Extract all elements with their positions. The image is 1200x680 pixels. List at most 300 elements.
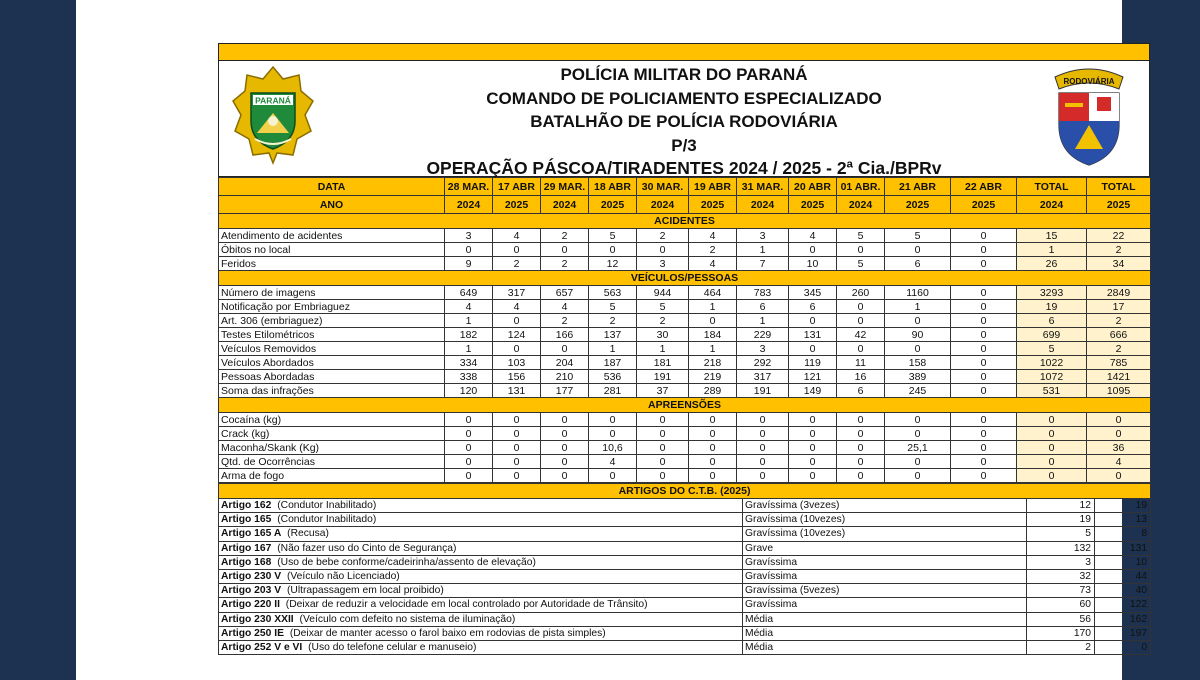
table-row <box>219 441 1151 455</box>
value-cell: 0 <box>737 469 789 483</box>
year-header-row-cell: 2024 <box>637 196 689 214</box>
value-cell: 4 <box>789 229 837 243</box>
value-cell: 536 <box>589 370 637 384</box>
value-cell: 137 <box>589 328 637 342</box>
value-cell: 260 <box>837 286 885 300</box>
date-header-row-cell: 18 ABR <box>589 178 637 196</box>
total-cell: 15 <box>1017 229 1087 243</box>
header-line-4: P/3 <box>671 135 697 155</box>
artigo-text: (Ultrapassagem em local proibido) <box>284 585 444 597</box>
artigo-row <box>219 513 1151 527</box>
artigo-text: (Condutor Inabilitado) <box>274 500 377 512</box>
total-cell: 1072 <box>1017 370 1087 384</box>
value-cell: 12 <box>589 257 637 271</box>
total-cell: 17 <box>1087 300 1151 314</box>
value-cell: 0 <box>951 413 1017 427</box>
value-cell: 2 <box>493 257 541 271</box>
artigo-code: Artigo 252 V e VI <box>221 641 303 653</box>
value-cell: 0 <box>493 469 541 483</box>
total-cell: 2849 <box>1087 286 1151 300</box>
value-cell: 0 <box>789 342 837 356</box>
table-row <box>219 469 1151 483</box>
value-cell: 0 <box>837 455 885 469</box>
value-cell: 191 <box>637 370 689 384</box>
artigo-description <box>219 626 743 640</box>
artigo-text: (Condutor Inabilitado) <box>274 514 377 526</box>
value-cell: 37 <box>637 384 689 398</box>
value-cell: 3 <box>737 342 789 356</box>
value-cell: 0 <box>837 441 885 455</box>
value-cell: 90 <box>885 328 951 342</box>
value-cell: 10,6 <box>589 441 637 455</box>
value-cell: 0 <box>837 243 885 257</box>
year-header-row-cell: 2024 <box>1017 196 1087 214</box>
value-cell: 0 <box>951 342 1017 356</box>
year-header-row-cell: 2024 <box>541 196 589 214</box>
value-cell: 0 <box>951 328 1017 342</box>
artigo-description <box>219 527 743 541</box>
value-cell: 5 <box>885 229 951 243</box>
value-cell: 345 <box>789 286 837 300</box>
date-header-row-cell: 22 ABR <box>951 178 1017 196</box>
header-line-2: COMANDO DE POLICIAMENTO ESPECIALIZADO <box>486 88 882 108</box>
value-cell: 0 <box>541 469 589 483</box>
row-label: Art. 306 (embriaguez) <box>219 314 445 328</box>
value-cell: 9 <box>445 257 493 271</box>
value-cell: 0 <box>689 455 737 469</box>
value-cell: 5 <box>837 229 885 243</box>
value-cell: 649 <box>445 286 493 300</box>
artigo-row <box>219 640 1151 654</box>
total-cell: 1421 <box>1087 370 1151 384</box>
table-row <box>219 413 1151 427</box>
total-cell: 0 <box>1087 469 1151 483</box>
value-cell: 317 <box>493 286 541 300</box>
year-header-row-cell: 2024 <box>837 196 885 214</box>
operation-title: OPERAÇÃO PÁSCOA/TIRADENTES 2024 / 2025 - 2ª Cia./BPRv <box>426 158 942 178</box>
value-cell: 317 <box>737 370 789 384</box>
value-cell: 166 <box>541 328 589 342</box>
value-cell: 334 <box>445 356 493 370</box>
year-header-row-cell: 2025 <box>951 196 1017 214</box>
value-cell: 0 <box>445 455 493 469</box>
artigo-description <box>219 555 743 569</box>
artigo-count-1: 12 <box>1027 499 1095 513</box>
artigo-text: (Veículo não Licenciado) <box>284 571 400 583</box>
date-header-row-cell: 29 MAR. <box>541 178 589 196</box>
artigo-gravity: Gravíssima (10vezes) <box>743 527 1027 541</box>
value-cell: 7 <box>737 257 789 271</box>
value-cell: 0 <box>689 314 737 328</box>
value-cell: 4 <box>541 300 589 314</box>
section-title: APREENSÕES <box>219 398 1151 413</box>
value-cell: 3 <box>737 229 789 243</box>
table-row <box>219 300 1151 314</box>
value-cell: 1 <box>689 300 737 314</box>
artigo-text: (Deixar de manter acesso o farol baixo em rodovias de pista simples) <box>286 627 606 639</box>
value-cell: 0 <box>951 384 1017 398</box>
artigo-code: Artigo 162 <box>221 500 272 512</box>
artigo-row <box>219 612 1151 626</box>
document-page <box>76 0 1148 680</box>
artigo-count-1: 60 <box>1027 598 1095 612</box>
value-cell: 0 <box>789 413 837 427</box>
artigo-row <box>219 555 1151 569</box>
year-header-row <box>219 196 1151 214</box>
value-cell: 0 <box>493 455 541 469</box>
artigo-count-2: 197 <box>1095 626 1151 640</box>
artigo-description <box>219 569 743 583</box>
value-cell: 0 <box>445 441 493 455</box>
row-label: Crack (kg) <box>219 427 445 441</box>
value-cell: 5 <box>589 229 637 243</box>
value-cell: 2 <box>637 314 689 328</box>
artigo-row <box>219 598 1151 612</box>
total-cell: 666 <box>1087 328 1151 342</box>
year-header-row-cell: 2025 <box>689 196 737 214</box>
value-cell: 0 <box>737 441 789 455</box>
year-header-row-cell: 2025 <box>1087 196 1151 214</box>
table-row <box>219 356 1151 370</box>
shield-label: RODOVIÁRIA <box>1063 77 1115 86</box>
value-cell: 1 <box>445 342 493 356</box>
date-header-row-cell: 28 MAR. <box>445 178 493 196</box>
value-cell: 0 <box>951 300 1017 314</box>
total-cell: 0 <box>1017 441 1087 455</box>
value-cell: 0 <box>541 342 589 356</box>
row-label: Feridos <box>219 257 445 271</box>
value-cell: 0 <box>885 243 951 257</box>
table-row <box>219 384 1151 398</box>
value-cell: 103 <box>493 356 541 370</box>
year-header-row-cell: 2024 <box>445 196 493 214</box>
table-row <box>219 427 1151 441</box>
row-label: Maconha/Skank (Kg) <box>219 441 445 455</box>
value-cell: 1 <box>737 243 789 257</box>
value-cell: 0 <box>689 441 737 455</box>
header-line-1: POLÍCIA MILITAR DO PARANÁ <box>560 65 808 84</box>
total-cell: 785 <box>1087 356 1151 370</box>
value-cell: 184 <box>689 328 737 342</box>
section-header <box>219 214 1151 229</box>
artigo-description <box>219 584 743 598</box>
value-cell: 281 <box>589 384 637 398</box>
report-header <box>218 60 1150 177</box>
date-header-row-cell: 01 ABR. <box>837 178 885 196</box>
table-row <box>219 257 1151 271</box>
value-cell: 0 <box>637 243 689 257</box>
value-cell: 0 <box>541 455 589 469</box>
value-cell: 25,1 <box>885 441 951 455</box>
value-cell: 2 <box>589 314 637 328</box>
value-cell: 0 <box>885 469 951 483</box>
value-cell: 0 <box>837 413 885 427</box>
artigo-text: (Recusa) <box>284 528 329 540</box>
value-cell: 5 <box>837 257 885 271</box>
artigo-count-1: 32 <box>1027 569 1095 583</box>
value-cell: 10 <box>789 257 837 271</box>
report-sheet <box>218 43 1150 655</box>
artigo-description <box>219 640 743 654</box>
value-cell: 6 <box>789 300 837 314</box>
value-cell: 0 <box>951 370 1017 384</box>
total-cell: 6 <box>1017 314 1087 328</box>
artigo-gravity: Gravíssima <box>743 569 1027 583</box>
section-header <box>219 484 1151 499</box>
total-cell: 0 <box>1087 413 1151 427</box>
value-cell: 0 <box>951 455 1017 469</box>
value-cell: 0 <box>541 441 589 455</box>
value-cell: 0 <box>493 243 541 257</box>
value-cell: 0 <box>689 427 737 441</box>
total-cell: 36 <box>1087 441 1151 455</box>
value-cell: 6 <box>837 384 885 398</box>
value-cell: 149 <box>789 384 837 398</box>
table-row <box>219 328 1151 342</box>
artigo-count-2: 40 <box>1095 584 1151 598</box>
artigo-gravity: Gravíssima <box>743 598 1027 612</box>
section-title: ACIDENTES <box>219 214 1151 229</box>
value-cell: 245 <box>885 384 951 398</box>
artigos-title: ARTIGOS DO C.T.B. (2025) <box>219 484 1151 499</box>
date-header-row-cell: 20 ABR <box>789 178 837 196</box>
value-cell: 5 <box>589 300 637 314</box>
value-cell: 0 <box>951 286 1017 300</box>
value-cell: 177 <box>541 384 589 398</box>
total-cell: 2 <box>1087 342 1151 356</box>
value-cell: 3 <box>445 229 493 243</box>
value-cell: 0 <box>789 455 837 469</box>
value-cell: 0 <box>541 427 589 441</box>
total-cell: 0 <box>1017 455 1087 469</box>
value-cell: 0 <box>493 441 541 455</box>
artigo-gravity: Média <box>743 626 1027 640</box>
artigo-code: Artigo 230 XXII <box>221 613 294 625</box>
value-cell: 6 <box>737 300 789 314</box>
artigo-code: Artigo 203 V <box>221 585 282 597</box>
value-cell: 0 <box>637 441 689 455</box>
value-cell: 0 <box>789 314 837 328</box>
value-cell: 289 <box>689 384 737 398</box>
value-cell: 0 <box>493 413 541 427</box>
artigo-code: Artigo 230 V <box>221 571 282 583</box>
section-header <box>219 271 1151 286</box>
artigo-count-1: 19 <box>1027 513 1095 527</box>
artigos-table <box>218 483 1151 655</box>
artigo-gravity: Gravíssima (10vezes) <box>743 513 1027 527</box>
value-cell: 563 <box>589 286 637 300</box>
total-cell: 34 <box>1087 257 1151 271</box>
value-cell: 0 <box>589 243 637 257</box>
value-cell: 2 <box>541 229 589 243</box>
value-cell: 120 <box>445 384 493 398</box>
artigo-description <box>219 612 743 626</box>
artigo-description <box>219 499 743 513</box>
total-cell: 22 <box>1087 229 1151 243</box>
total-cell: 0 <box>1017 413 1087 427</box>
row-label: Qtd. de Ocorrências <box>219 455 445 469</box>
total-cell: 0 <box>1087 427 1151 441</box>
artigo-count-2: 13 <box>1095 513 1151 527</box>
value-cell: 1 <box>737 314 789 328</box>
value-cell: 2 <box>541 257 589 271</box>
artigo-count-2: 0 <box>1095 640 1151 654</box>
value-cell: 1160 <box>885 286 951 300</box>
value-cell: 0 <box>493 427 541 441</box>
artigo-text: (Uso de bebe conforme/cadeirinha/assento de elevação) <box>274 556 536 568</box>
value-cell: 2 <box>637 229 689 243</box>
badge-label: PARANÁ <box>255 95 291 106</box>
statistics-table-body <box>219 178 1151 483</box>
date-header-row-cell: TOTAL <box>1017 178 1087 196</box>
value-cell: 0 <box>589 413 637 427</box>
value-cell: 131 <box>493 384 541 398</box>
table-row <box>219 370 1151 384</box>
value-cell: 2 <box>541 314 589 328</box>
top-yellow-bar <box>218 43 1150 60</box>
date-header-row-cell: 17 ABR <box>493 178 541 196</box>
date-header-row-cell: 31 MAR. <box>737 178 789 196</box>
value-cell: 5 <box>637 300 689 314</box>
artigo-count-2: 44 <box>1095 569 1151 583</box>
year-header-row-cell: 2025 <box>789 196 837 214</box>
artigo-description <box>219 598 743 612</box>
artigo-description <box>219 513 743 527</box>
value-cell: 4 <box>689 229 737 243</box>
artigo-count-1: 170 <box>1027 626 1095 640</box>
row-label: Veículos Abordados <box>219 356 445 370</box>
artigo-count-1: 3 <box>1027 555 1095 569</box>
year-header-row-cell: 2025 <box>493 196 541 214</box>
artigo-count-1: 132 <box>1027 541 1095 555</box>
year-header-row-cell: 2025 <box>589 196 637 214</box>
row-label: Óbitos no local <box>219 243 445 257</box>
value-cell: 0 <box>951 243 1017 257</box>
value-cell: 783 <box>737 286 789 300</box>
table-row <box>219 229 1151 243</box>
artigo-code: Artigo 220 II <box>221 599 280 611</box>
value-cell: 4 <box>493 229 541 243</box>
value-cell: 0 <box>837 469 885 483</box>
value-cell: 0 <box>951 469 1017 483</box>
value-cell: 4 <box>445 300 493 314</box>
date-header-row-cell: TOTAL <box>1087 178 1151 196</box>
value-cell: 131 <box>789 328 837 342</box>
value-cell: 210 <box>541 370 589 384</box>
date-header-row-cell: 30 MAR. <box>637 178 689 196</box>
total-cell: 5 <box>1017 342 1087 356</box>
row-label: Testes Etilométricos <box>219 328 445 342</box>
row-label: Notificação por Embriaguez <box>219 300 445 314</box>
year-header-row-cell: 2025 <box>885 196 951 214</box>
value-cell: 219 <box>689 370 737 384</box>
table-row <box>219 314 1151 328</box>
artigo-gravity: Gravíssima (3vezes) <box>743 499 1027 513</box>
artigo-count-1: 5 <box>1027 527 1095 541</box>
value-cell: 204 <box>541 356 589 370</box>
row-label: Arma de fogo <box>219 469 445 483</box>
artigo-code: Artigo 165 <box>221 514 272 526</box>
value-cell: 0 <box>637 427 689 441</box>
artigo-count-2: 8 <box>1095 527 1151 541</box>
value-cell: 0 <box>837 342 885 356</box>
date-header-row-cell: 19 ABR <box>689 178 737 196</box>
value-cell: 0 <box>885 455 951 469</box>
value-cell: 0 <box>837 314 885 328</box>
artigo-count-1: 73 <box>1027 584 1095 598</box>
total-cell: 0 <box>1017 427 1087 441</box>
value-cell: 0 <box>689 413 737 427</box>
value-cell: 944 <box>637 286 689 300</box>
value-cell: 0 <box>589 427 637 441</box>
value-cell: 6 <box>885 257 951 271</box>
artigo-row <box>219 626 1151 640</box>
value-cell: 0 <box>951 229 1017 243</box>
value-cell: 0 <box>445 427 493 441</box>
total-cell: 531 <box>1017 384 1087 398</box>
value-cell: 0 <box>951 356 1017 370</box>
value-cell: 16 <box>837 370 885 384</box>
value-cell: 0 <box>789 243 837 257</box>
total-cell: 2 <box>1087 243 1151 257</box>
value-cell: 0 <box>837 427 885 441</box>
value-cell: 0 <box>589 469 637 483</box>
artigo-gravity: Grave <box>743 541 1027 555</box>
value-cell: 0 <box>885 314 951 328</box>
value-cell: 0 <box>789 441 837 455</box>
value-cell: 0 <box>445 243 493 257</box>
value-cell: 0 <box>951 441 1017 455</box>
artigo-gravity: Média <box>743 640 1027 654</box>
value-cell: 187 <box>589 356 637 370</box>
value-cell: 0 <box>493 342 541 356</box>
value-cell: 0 <box>445 413 493 427</box>
value-cell: 121 <box>789 370 837 384</box>
artigo-text: (Não fazer uso do Cinto de Segurança) <box>274 542 457 554</box>
value-cell: 0 <box>951 257 1017 271</box>
value-cell: 389 <box>885 370 951 384</box>
value-cell: 0 <box>689 469 737 483</box>
value-cell: 124 <box>493 328 541 342</box>
value-cell: 0 <box>541 413 589 427</box>
value-cell: 0 <box>885 427 951 441</box>
artigos-table-body <box>219 484 1151 655</box>
total-cell: 1095 <box>1087 384 1151 398</box>
value-cell: 0 <box>789 427 837 441</box>
value-cell: 0 <box>837 300 885 314</box>
value-cell: 292 <box>737 356 789 370</box>
value-cell: 1 <box>689 342 737 356</box>
artigo-count-1: 2 <box>1027 640 1095 654</box>
section-title: VEÍCULOS/PESSOAS <box>219 271 1151 286</box>
row-label: Soma das infrações <box>219 384 445 398</box>
value-cell: 4 <box>493 300 541 314</box>
value-cell: 3 <box>637 257 689 271</box>
value-cell: 0 <box>885 413 951 427</box>
row-label: Pessoas Abordadas <box>219 370 445 384</box>
total-cell: 4 <box>1087 455 1151 469</box>
date-header-row-label: DATA <box>219 178 445 196</box>
value-cell: 0 <box>885 342 951 356</box>
value-cell: 464 <box>689 286 737 300</box>
value-cell: 0 <box>493 314 541 328</box>
artigo-count-2: 122 <box>1095 598 1151 612</box>
value-cell: 30 <box>637 328 689 342</box>
total-cell: 2 <box>1087 314 1151 328</box>
value-cell: 11 <box>837 356 885 370</box>
total-cell: 0 <box>1017 469 1087 483</box>
artigo-count-2: 10 <box>1095 555 1151 569</box>
